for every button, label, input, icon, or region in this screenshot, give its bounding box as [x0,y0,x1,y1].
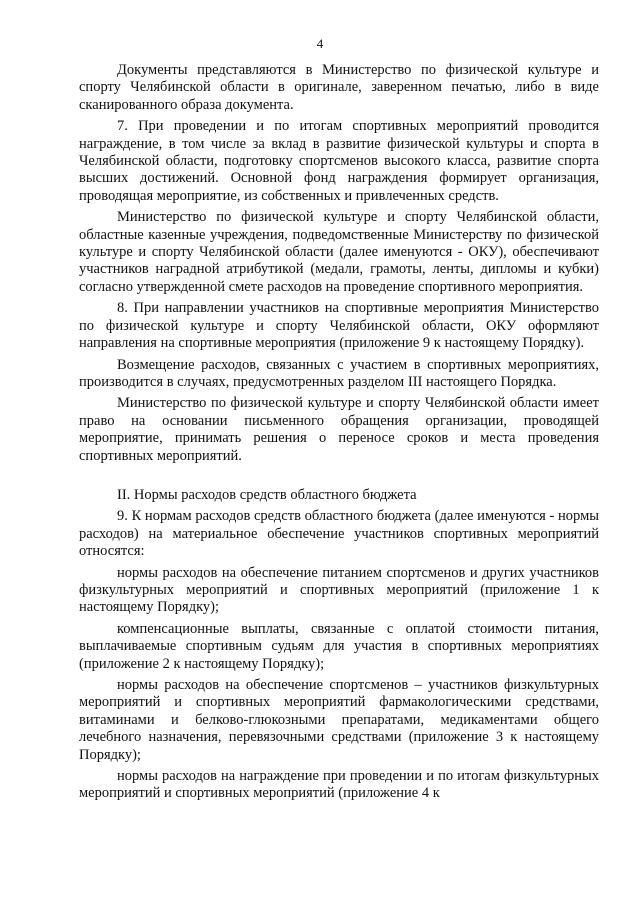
paragraph-norms-pharmacology: нормы расходов на обеспечение спортсменов – участников физкультурных мероприятий и спортивных мероприятий фармакологическими средствами, витаминами и белково-глюкозными препаратами, медикаментами общего лечебного назначения, перевязочными средствами (приложение 3 к настоящему Порядку); [79,677,599,763]
paragraph-norms-awarding: нормы расходов на награждение при проведении и по итогам физкультурных мероприятий и спортивных мероприятий (приложение 4 к [79,768,599,802]
paragraph-ministry-rescheduling: Министерство по физической культуре и спорту Челябинской области имеет право на основании письменного обращения организации, проводящей мероприятие, принимать решения о переносе сроков и места проведения спортивных мероприятий. [79,395,599,464]
paragraph-item-8-referrals: 8. При направлении участников на спортивные мероприятия Министерство по физической культуре и спорту Челябинской области, ОКУ оформляют направления на спортивные мероприятия (приложение 9 к настоящему Порядку). [79,300,599,352]
paragraph-compensation-payments: компенсационные выплаты, связанные с оплатой стоимости питания, выплачиваемые спортивным судьям для участия в спортивных мероприятиях (приложение 2 к настоящему Порядку); [79,620,599,672]
section-heading: II. Нормы расходов средств областного бюджета [117,486,417,503]
paragraph-norms-nutrition: нормы расходов на обеспечение питанием спортсменов и других участников физкультурных мероприятий и спортивных мероприятий (приложение 1 к настоящему Порядку); [79,564,599,616]
paragraph-item-9-norms: 9. К нормам расходов средств областного бюджета (далее именуются - нормы расходов) на материальное обеспечение участников спортивных мероприятий относятся: [79,508,599,560]
paragraph-documents-submission: Документы представляются в Министерство по физической культуре и спорту Челябинской области в оригинале, заверенном печатью, либо в виде сканированного образа документа. [79,62,599,113]
document-body [79,62,599,807]
paragraph-expense-reimbursement: Возмещение расходов, связанных с участием в спортивных мероприятиях, производится в случаях, предусмотренных разделом III настоящего Порядка. [79,356,599,390]
paragraph-item-7-awarding: 7. При проведении и по итогам спортивных мероприятий проводится награждение, в том числе за вклад в развитие физической культуры и спорта в Челябинской области, подготовку спортсменов высокого класса, развитие спорта высших достижений. Основной фонд награждения формирует организация, проводящая мероприятие, из собственных и привлеченных средств. [79,118,599,204]
page-number: 4 [316,36,324,51]
paragraph-ministry-award-attributes: Министерство по физической культуре и спорту Челябинской области, областные казенные учреждения, подведомственные Министерству по физической культуре и спорту Челябинской области (далее именуются - ОКУ), обеспечивают участников наградной атрибутикой (медали, грамоты, ленты, дипломы и кубки) согласно утвержденной смете расходов на проведение спортивного мероприятия. [79,209,599,295]
